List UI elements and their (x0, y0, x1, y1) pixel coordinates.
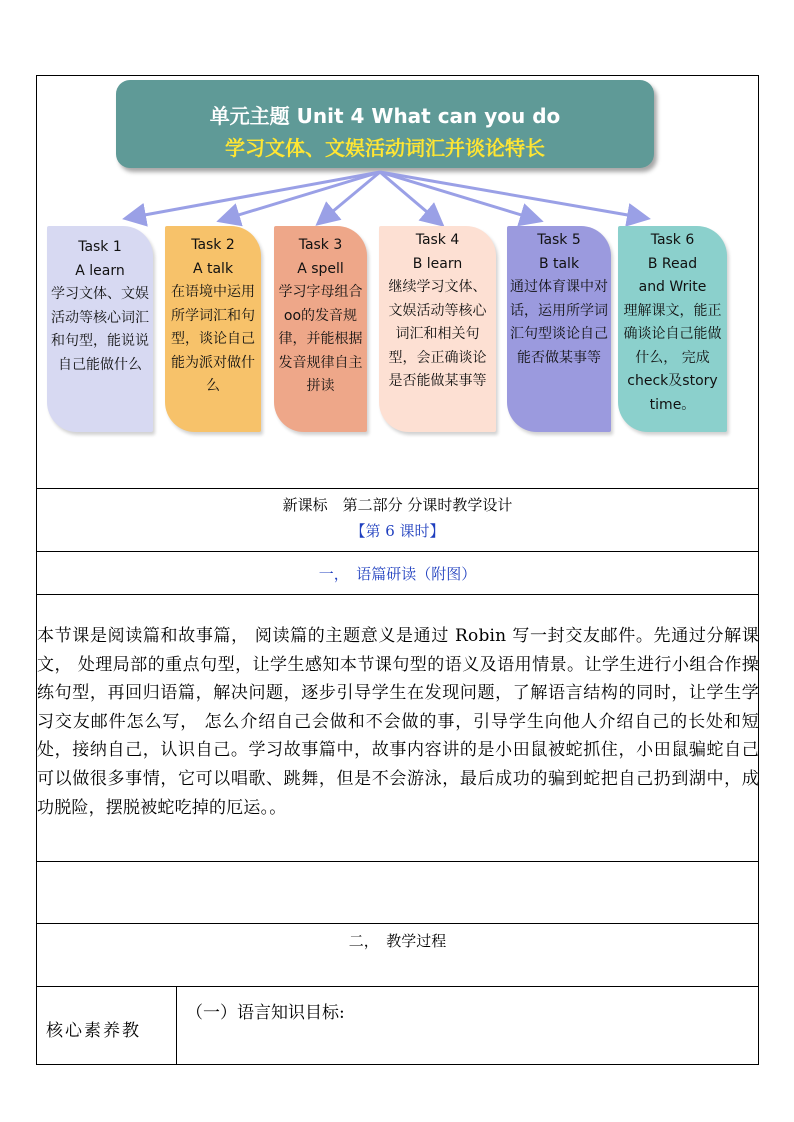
task-description: 通过体育课中对话，运用所学词汇句型谈论自己能否做某事等 (510, 279, 608, 366)
row-divider-4 (36, 861, 759, 862)
arrow-to-task3 (320, 172, 380, 222)
section-title-text-analysis: 一， 语篇研读（附图） (318, 565, 477, 583)
task-subtitle: A spell (297, 260, 344, 277)
row-divider-5 (36, 923, 759, 924)
task-subtitle: B talk (538, 255, 580, 272)
table-right-text: （一）语言知识目标: (186, 1003, 345, 1023)
task-title: Task 2 (191, 237, 235, 253)
task-title: Task 5 (537, 232, 581, 248)
task-description: B Read and Write 理解课文，能正确谈论自己能做什么， 完成check及story time。 (618, 253, 727, 418)
row-divider-3 (36, 594, 759, 595)
task-arrows (0, 0, 794, 240)
row-divider-6 (36, 986, 759, 987)
task-card-5 (507, 226, 611, 432)
frame-bottom-border (36, 1064, 759, 1065)
lesson-design-heading: 新课标 第二部分 分课时教学设计 (282, 496, 513, 514)
task-card-2 (165, 226, 261, 432)
task-title: Task 6 (650, 232, 695, 248)
lesson-number: 【第 6 课时】 (350, 522, 445, 540)
task-subtitle: A talk (192, 260, 234, 277)
task-subtitle: B learn (412, 255, 463, 272)
task-description: 学习文体、文娱活动等核心词汇和句型，能说说自己能做什么 (51, 286, 149, 373)
task-description: 在语境中运用所学词汇和句型，谈论自己能为派对做什么 (171, 284, 255, 394)
task-description: 学习字母组合oo的发音规律，并能根据发音规律自主拼读 (278, 284, 363, 394)
task-subtitle: B Read and Write (638, 255, 707, 295)
unit-theme-title: 单元主题 Unit 4 What can you do (209, 104, 561, 128)
analysis-paragraph: 本节课是阅读篇和故事篇， 阅读篇的主题意义是通过 Robin 写一封交友邮件。先通过分解课文， 处理局部的重点句型，让学生感知本节课句型的语义及语用情景。让学生进行小组合作操练句型，再回归语篇，解决问题，逐步引导学生在发现问题，了解语言结构的同时，让学生学习交友邮件怎么写， 怎么介绍自己会做和不会做的事，引导学生向他人介绍自己的长处和短处，接纳自己，认识自己。学习故事篇中，故事内容讲的是小田鼠被蛇抓住，小田鼠骗蛇自己可以做很多事情，它可以唱歌、跳舞，但是不会游泳，最后成功的骗到蛇把自己扔到湖中，成功脱险，摆脱被蛇吃掉的厄运。。 (37, 626, 759, 818)
unit-theme-subtitle: 学习文体、文娱活动词汇并谈论特长 (225, 136, 545, 160)
task-subtitle: A learn (75, 262, 125, 279)
table-left-label: 核心素养教 (46, 1021, 141, 1041)
task-card-3 (274, 226, 367, 432)
task-title: Task 1 (78, 239, 122, 255)
task-card-6 (618, 226, 727, 432)
row-divider-1 (36, 488, 759, 489)
task-card-1 (47, 226, 153, 432)
section-title-teaching-process: 二， 教学过程 (348, 932, 447, 950)
task-description: 继续学习文体、文娱活动等核心词汇和相关句型，会正确谈论是否能做某事等 (388, 279, 487, 389)
row-divider-2 (36, 551, 759, 552)
task-title: Task 4 (415, 232, 460, 248)
task-title: Task 3 (298, 237, 343, 253)
task-card-4 (379, 226, 496, 432)
table-column-divider (176, 986, 177, 1064)
